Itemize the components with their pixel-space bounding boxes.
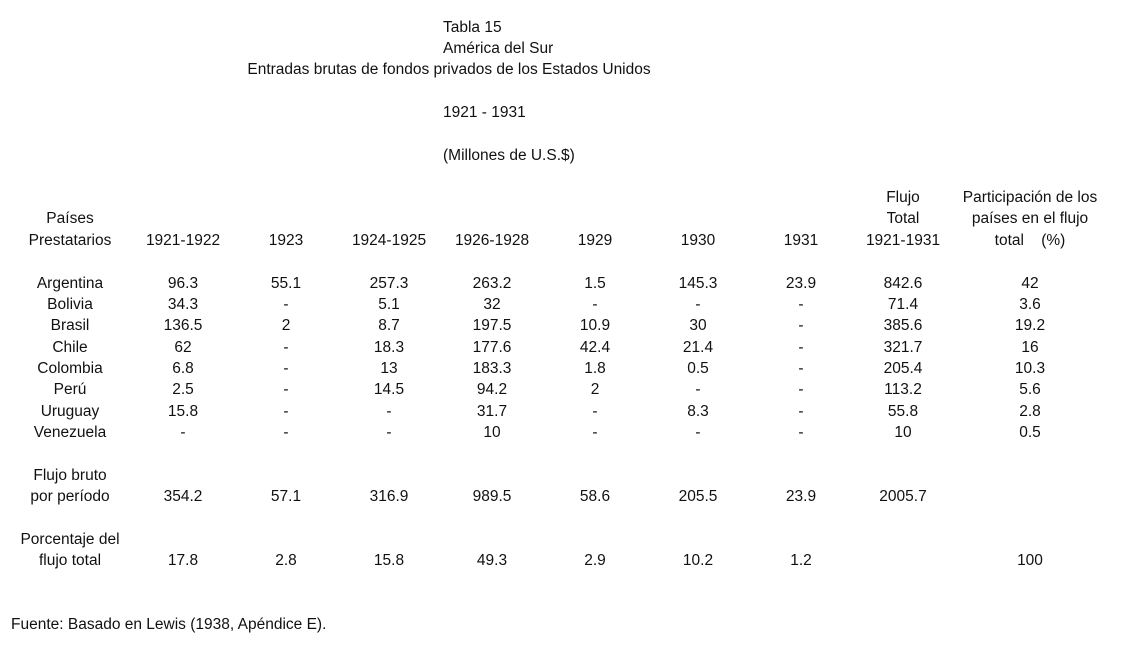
- row-share-cell: 2.8: [1019, 403, 1041, 420]
- table-cell: 42.4: [579, 339, 611, 356]
- summary-cell: 354.2: [163, 488, 203, 505]
- row-total-cell: 10: [894, 424, 912, 441]
- table-cell: 257.3: [369, 275, 409, 292]
- table-cell: 14.5: [373, 381, 405, 398]
- row-country-label: Uruguay: [40, 403, 100, 420]
- table-cell: -: [695, 296, 701, 313]
- header-total-line1: Flujo: [886, 189, 920, 206]
- table-cell: 2: [281, 317, 291, 334]
- table-cell: 2: [590, 381, 600, 398]
- table-cell: -: [283, 360, 289, 377]
- table-cell: -: [283, 296, 289, 313]
- table-cell: 62: [174, 339, 192, 356]
- header-period: 1924-1925: [351, 232, 427, 249]
- row-total-cell: 321.7: [883, 339, 923, 356]
- header-period: 1929: [577, 232, 613, 249]
- table-cell: 0.5: [687, 360, 709, 377]
- summary-cell: 58.6: [579, 488, 611, 505]
- row-share-cell: 42: [1021, 275, 1039, 292]
- summary-cell: 1.2: [790, 552, 812, 569]
- table-cell: -: [695, 381, 701, 398]
- table-cell: -: [180, 424, 186, 441]
- summary-label-line2: por período: [30, 488, 110, 505]
- table-cell: -: [695, 424, 701, 441]
- row-share-cell: 5.6: [1019, 381, 1041, 398]
- table-cell: -: [386, 403, 392, 420]
- table-cell: -: [798, 360, 804, 377]
- row-share-cell: 0.5: [1019, 424, 1041, 441]
- table-cell: 8.3: [687, 403, 709, 420]
- table-cell: 13: [380, 360, 398, 377]
- table-cell: 2.5: [172, 381, 194, 398]
- row-country-label: Chile: [52, 339, 88, 356]
- table-cell: -: [798, 403, 804, 420]
- table-cell: 136.5: [163, 317, 203, 334]
- header-country-line2: Prestatarios: [28, 232, 112, 249]
- header-share-line3: total (%): [994, 232, 1066, 249]
- table-cell: 30: [689, 317, 707, 334]
- table-cell: 55.1: [270, 275, 302, 292]
- row-country-label: Argentina: [36, 275, 104, 292]
- row-total-cell: 205.4: [883, 360, 923, 377]
- table-cell: -: [386, 424, 392, 441]
- row-share-cell: 16: [1021, 339, 1039, 356]
- header-period: 1923: [268, 232, 304, 249]
- summary-total-cell: 2005.7: [879, 488, 927, 505]
- row-total-cell: 385.6: [883, 317, 923, 334]
- table-cell: -: [283, 424, 289, 441]
- summary-label-line1: Porcentaje del: [20, 531, 120, 548]
- table-cell: -: [592, 296, 598, 313]
- row-country-label: Colombia: [37, 360, 103, 377]
- header-country-line1: Países: [46, 210, 94, 227]
- table-cell: 32: [483, 296, 501, 313]
- table-cell: 94.2: [476, 381, 508, 398]
- row-total-cell: 71.4: [887, 296, 919, 313]
- table-cell: -: [592, 424, 598, 441]
- table-cell: 5.1: [378, 296, 400, 313]
- table-cell: -: [592, 403, 598, 420]
- region-title: América del Sur: [443, 40, 554, 57]
- table-cell: 263.2: [472, 275, 512, 292]
- header-total-line3: 1921-1931: [865, 232, 941, 249]
- header-period: 1930: [680, 232, 716, 249]
- header-total-line2: Total: [886, 210, 920, 227]
- table-cell: 1.5: [584, 275, 606, 292]
- header-share-line1: Participación de los: [962, 189, 1098, 206]
- table-subtitle: Entradas brutas de fondos privados de los Estados Unidos: [247, 61, 651, 78]
- table-cell: 177.6: [472, 339, 512, 356]
- table-cell: -: [798, 381, 804, 398]
- table-cell: 145.3: [678, 275, 718, 292]
- summary-cell: 57.1: [270, 488, 302, 505]
- row-share-cell: 3.6: [1019, 296, 1041, 313]
- row-country-label: Perú: [53, 381, 87, 398]
- table-cell: 34.3: [167, 296, 199, 313]
- summary-label-line1: Flujo bruto: [33, 467, 107, 484]
- period-range: 1921 - 1931: [443, 104, 526, 121]
- summary-cell: 205.5: [678, 488, 718, 505]
- units-label: (Millones de U.S.$): [443, 147, 575, 164]
- table-cell: 183.3: [472, 360, 512, 377]
- source-note: Fuente: Basado en Lewis (1938, Apéndice E).: [11, 616, 327, 633]
- table-cell: -: [283, 339, 289, 356]
- row-share-cell: 10.3: [1014, 360, 1046, 377]
- table-cell: 1.8: [584, 360, 606, 377]
- summary-cell: 10.2: [682, 552, 714, 569]
- header-period: 1926-1928: [454, 232, 530, 249]
- table-cell: -: [798, 339, 804, 356]
- table-cell: -: [283, 403, 289, 420]
- table-cell: 8.7: [378, 317, 400, 334]
- summary-cell: 316.9: [369, 488, 409, 505]
- row-country-label: Venezuela: [33, 424, 107, 441]
- table-cell: 10: [483, 424, 501, 441]
- table-cell: 23.9: [785, 275, 817, 292]
- summary-label-line2: flujo total: [38, 552, 102, 569]
- table-cell: -: [798, 296, 804, 313]
- header-share-line2: países en el flujo: [971, 210, 1089, 227]
- summary-cell: 989.5: [472, 488, 512, 505]
- table-cell: 10.9: [579, 317, 611, 334]
- table-cell: 15.8: [167, 403, 199, 420]
- summary-cell: 2.9: [584, 552, 606, 569]
- summary-cell: 17.8: [167, 552, 199, 569]
- table-cell: 6.8: [172, 360, 194, 377]
- summary-cell: 49.3: [476, 552, 508, 569]
- row-country-label: Brasil: [50, 317, 90, 334]
- row-total-cell: 55.8: [887, 403, 919, 420]
- table-label: Tabla 15: [443, 19, 502, 36]
- table-cell: 96.3: [167, 275, 199, 292]
- row-total-cell: 113.2: [884, 381, 922, 398]
- summary-cell: 2.8: [275, 552, 297, 569]
- table-cell: -: [283, 381, 289, 398]
- summary-share-cell: 100: [1017, 552, 1043, 569]
- table-cell: 21.4: [682, 339, 714, 356]
- table-cell: -: [798, 317, 804, 334]
- table-cell: -: [798, 424, 804, 441]
- table-cell: 197.5: [472, 317, 512, 334]
- row-country-label: Bolivia: [47, 296, 93, 313]
- summary-cell: 15.8: [373, 552, 405, 569]
- row-share-cell: 19.2: [1014, 317, 1046, 334]
- row-total-cell: 842.6: [883, 275, 923, 292]
- header-period: 1931: [783, 232, 819, 249]
- header-period: 1921-1922: [145, 232, 221, 249]
- table-cell: 31.7: [476, 403, 508, 420]
- summary-cell: 23.9: [785, 488, 817, 505]
- table-cell: 18.3: [373, 339, 405, 356]
